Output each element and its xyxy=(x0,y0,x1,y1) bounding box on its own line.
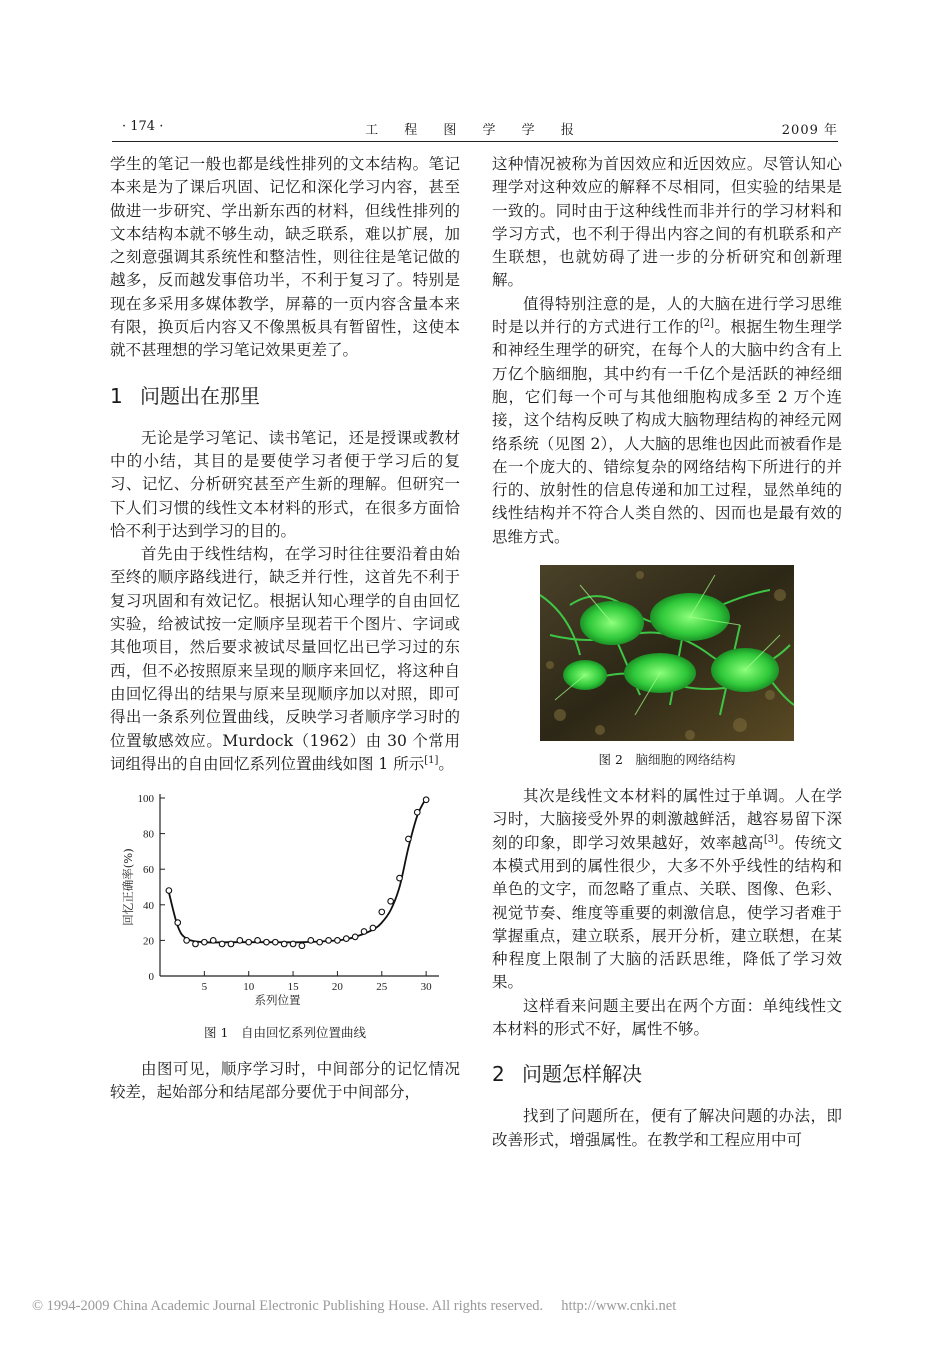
header-rule xyxy=(112,141,838,142)
data-point xyxy=(343,936,349,942)
citation-ref: [1] xyxy=(424,754,439,766)
data-point xyxy=(193,941,199,947)
x-tick-label: 5 xyxy=(201,981,208,994)
data-point xyxy=(335,938,341,944)
y-tick-label: 40 xyxy=(143,899,154,912)
year: 2009 年 xyxy=(781,123,838,138)
data-point xyxy=(228,941,234,947)
x-axis-label: 系列位置 xyxy=(254,993,301,1008)
data-point xyxy=(379,909,385,915)
data-point xyxy=(166,888,172,894)
paragraph-text: 其次是线性文本材料的属性过于单调。人在学习时，大脑接受外界的刺激越鲜活，越容易留下深刻的印象，即学习效果越好，效率越高 xyxy=(492,787,842,852)
data-point xyxy=(406,836,412,842)
section-number: 1 xyxy=(110,383,123,408)
paragraph-text: 值得特别注意的是，人的大脑在进行学习思维时是以并行的方式进行工作的 xyxy=(492,294,842,337)
y-tick-label: 20 xyxy=(143,935,154,948)
data-point xyxy=(308,938,314,944)
citation-ref: [2] xyxy=(699,317,715,329)
paragraph: 找到了问题所在，便有了解决问题的办法，即改善形式，增强属性。在教学和工程应用中可 xyxy=(492,1107,842,1149)
paragraph-text: 首先由于线性结构，在学习时往往要沿着由始至终的顺序路线进行，缺乏并行性，这首先不利于复习巩固和有效记忆。根据认知心理学的自由回忆实验，给被试按一定顺序呈现若干个图片、字词或其他项目，然后要求被试尽量回忆出已学习过的东西，但不必按照原来呈现的顺序来回忆，将这种自由回忆得出的结果与原来呈现顺序加以对照，即可得出一条系列位置曲线，反映学习者顺序学习时的位置敏感效应。Murdock（1962）由 30 个常用词组得出的自由回忆系列位置曲线如图 1 所示 xyxy=(110,545,460,773)
x-tick-label: 15 xyxy=(287,981,299,994)
data-point xyxy=(184,938,190,944)
data-point xyxy=(299,943,305,949)
data-point xyxy=(290,941,296,947)
journal-name: 工 程 图 学 学 报 xyxy=(365,123,585,138)
figure-1-caption: 图 1 自由回忆系列位置曲线 xyxy=(204,1025,366,1041)
data-point xyxy=(361,929,367,935)
page-number: · 174 · xyxy=(122,119,164,134)
figure-2-caption: 图 2 脑细胞的网络结构 xyxy=(598,752,736,768)
data-point xyxy=(281,941,287,947)
data-point xyxy=(210,938,216,944)
data-point xyxy=(246,940,252,946)
paragraph: 学生的笔记一般也都是线性排列的文本结构。笔记本来是为了课后巩固、记忆和深化学习内容，甚至做进一步研究、学出新东西的材料，但线性排列的文本结构本就不够生动，缺乏联系，难以扩展，加之刻意强调其系统性和整洁性，则往往是笔记做的越多，反而越发事倍功半，不利于复习了。特别是现在多采用多媒体教学，屏幕的一页内容含量本来有限，换页后内容又不像黑板具有暂留性，这使本就不甚理想的学习笔记效果更差了。 xyxy=(110,155,460,360)
data-point xyxy=(326,938,332,944)
figure-2-brain-cell-photo xyxy=(540,565,794,741)
section-heading-2 xyxy=(492,1061,842,1087)
data-point xyxy=(237,938,243,944)
data-point xyxy=(219,941,225,947)
data-point xyxy=(423,797,429,803)
copyright-footer xyxy=(32,1298,932,1315)
left-column xyxy=(110,153,460,1105)
x-tick-label: 25 xyxy=(376,981,388,994)
data-point xyxy=(175,920,181,926)
y-tick-label: 60 xyxy=(143,864,154,877)
x-tick-label: 10 xyxy=(243,981,255,994)
figure-1 xyxy=(110,788,460,1020)
right-column xyxy=(492,153,842,1152)
data-point xyxy=(388,899,394,905)
x-tick-label: 30 xyxy=(420,981,432,994)
paragraph-text: 。传统文本模式用到的属性很少，大多不外乎线性的结构和单色的文字，而忽略了重点、关联、图像、色彩、视觉节奏、维度等重要的刺激信息，使学习者难于掌握重点，建立联系，展开分析，建立联想，在某种程度上限制了大脑的活跃思维，降低了学习效果。 xyxy=(492,833,842,992)
data-point xyxy=(397,875,403,881)
section-title: 问题怎样解决 xyxy=(522,1062,642,1087)
section-number: 2 xyxy=(492,1062,505,1087)
copyright-text: © 1994-2009 China Academic Journal Electronic Publishing House. All rights reserved. xyxy=(32,1298,544,1314)
data-point xyxy=(264,940,270,946)
paragraph-text: 。根据生物生理学和神经生理学的研究，在每个人的大脑中约含有上万亿个脑细胞，其中约有一千亿个是活跃的神经细胞，它们每一个可与其他细胞构成多至 2 万个连接，这个结构反映了构成大脑物理结构的神经元网络系统（见图 2），人大脑的思维也因此而被看作是在一个庞大的、错综复杂的网络结构下所进行的并行的、放射性的信息传递和加工过程，显然单纯的线性结构并不符合人类自然的、因而也是最有效的思维方式。 xyxy=(492,318,842,546)
running-header xyxy=(112,117,838,139)
data-point xyxy=(414,810,420,816)
serial-position-chart xyxy=(110,788,460,1020)
y-tick-label: 80 xyxy=(143,828,154,841)
section-title: 问题出在那里 xyxy=(140,383,260,408)
y-axis-label: 回忆正确率(%) xyxy=(121,848,135,926)
data-point xyxy=(352,934,358,940)
citation-ref: [3] xyxy=(763,833,779,845)
y-tick-label: 100 xyxy=(137,793,154,806)
y-tick-label: 0 xyxy=(148,971,154,984)
data-point xyxy=(317,940,323,946)
x-tick-label: 20 xyxy=(331,981,343,994)
footer-url: http://www.cnki.net xyxy=(561,1298,677,1314)
paragraph xyxy=(492,293,842,549)
paragraph xyxy=(110,543,460,776)
section-heading-1 xyxy=(110,383,460,409)
recall-curve xyxy=(169,798,426,942)
paragraph-end: 。 xyxy=(438,754,454,773)
paragraph: 由图可见，顺序学习时，中间部分的记忆情况较差，起始部分和结尾部分要优于中间部分， xyxy=(110,1060,460,1102)
paragraph: 无论是学习笔记、读书笔记，还是授课或教材中的小结，其目的是要使学习者便于学习后的复习、记忆、分析研究甚至产生新的理解。但研究一下人们习惯的线性文本材料的形式，在很多方面恰恰不利于达到学习的目的。 xyxy=(110,428,460,540)
data-point xyxy=(370,925,376,931)
data-point xyxy=(202,940,208,946)
neuron-network-image xyxy=(540,565,794,741)
data-point xyxy=(273,940,279,946)
paragraph: 这样看来问题主要出在两个方面：单纯线性文本材料的形式不好，属性不够。 xyxy=(492,996,842,1039)
data-point xyxy=(255,938,261,944)
paragraph: 这种情况被称为首因效应和近因效应。尽管认知心理学对这种效应的解释不尽相同，但实验的结果是一致的。同时由于这种线性而非并行的学习材料和学习方式，也不利于得出内容之间的有机联系和产生联想，也就妨碍了进一步的分析研究和创新理解。 xyxy=(492,155,842,290)
paragraph xyxy=(492,785,842,995)
